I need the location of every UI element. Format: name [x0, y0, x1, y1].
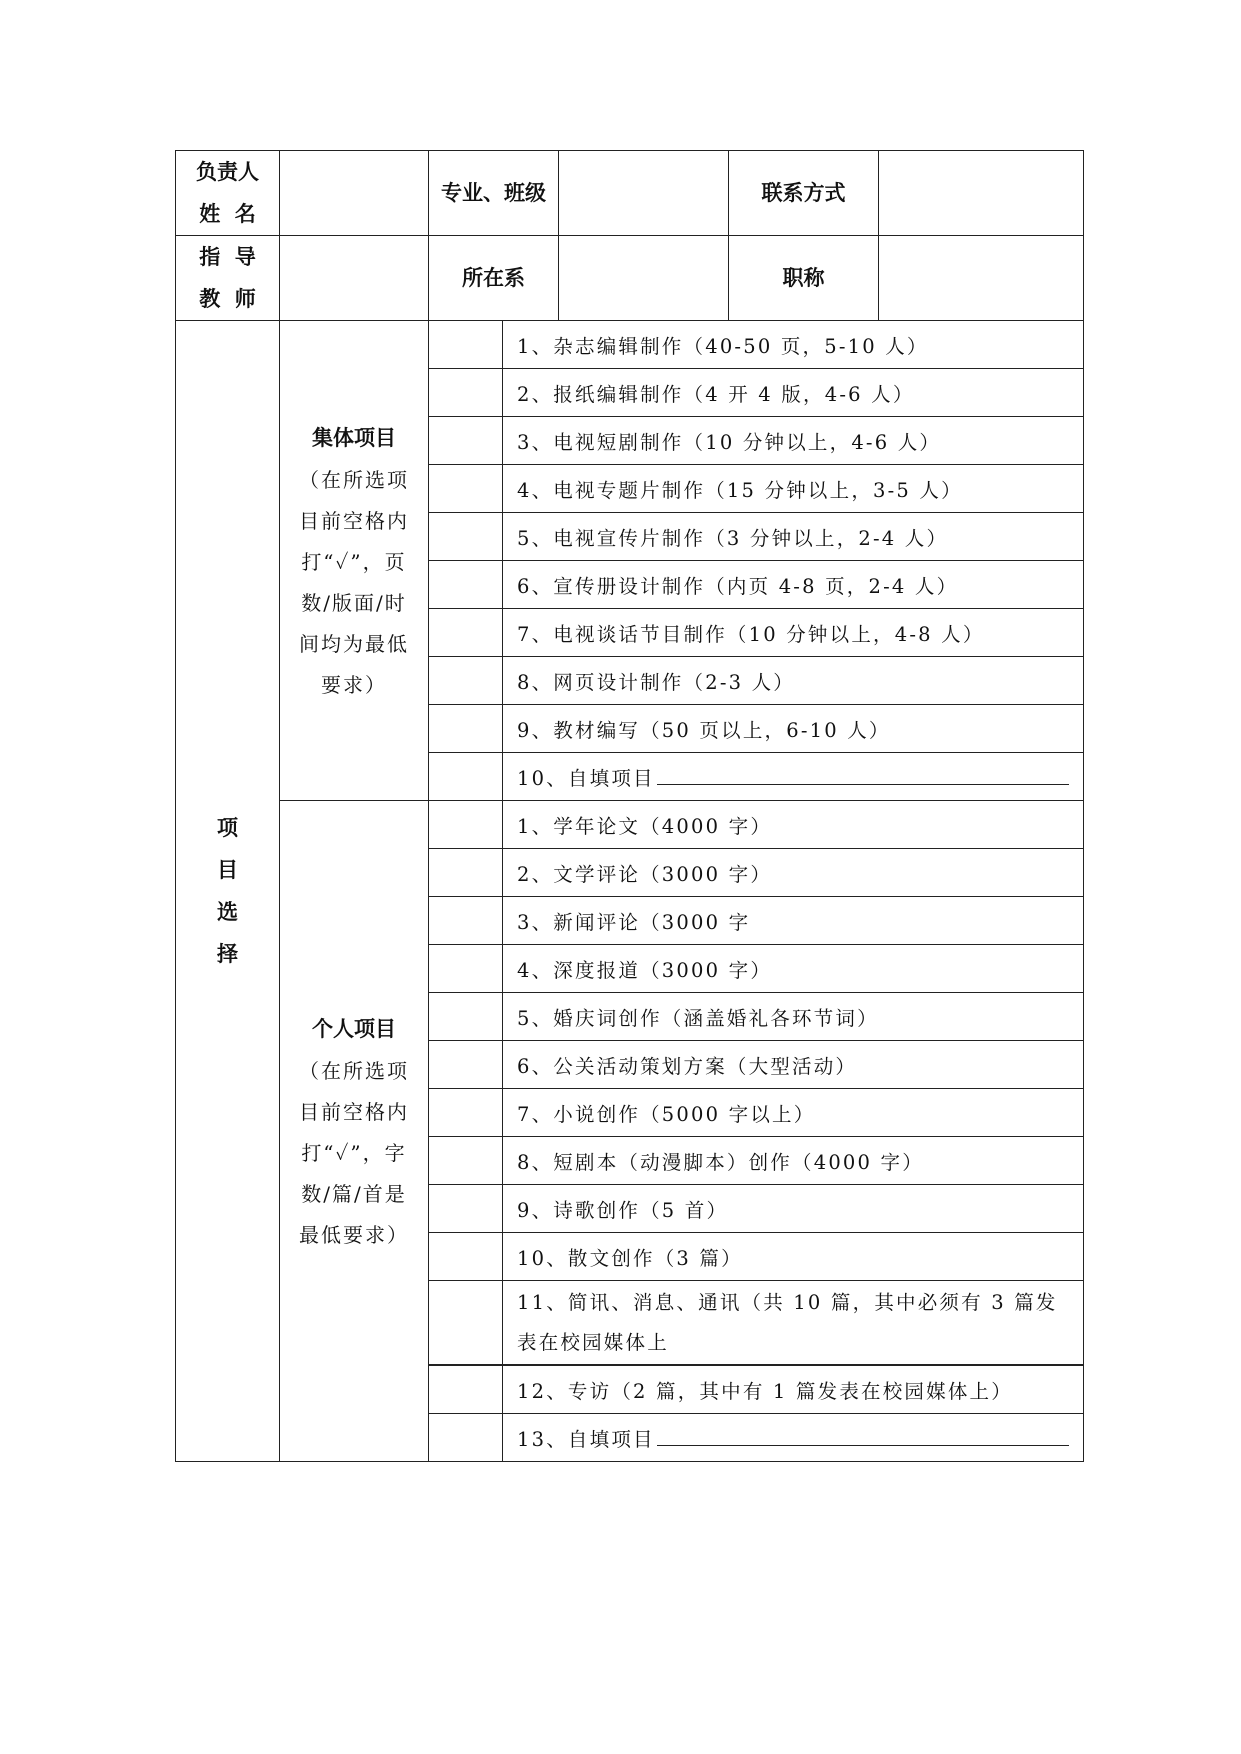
checkbox-cell[interactable]	[429, 321, 503, 369]
checkbox-cell[interactable]	[429, 609, 503, 657]
project-application-table	[175, 150, 1084, 1462]
item-text: 8、网页设计制作（2-3 人）	[503, 657, 1084, 705]
major-class-label: 专业、班级	[429, 151, 559, 236]
item-text: 6、宣传册设计制作（内页 4-8 页，2-4 人）	[503, 561, 1084, 609]
checkbox-cell[interactable]	[429, 1137, 503, 1185]
checkbox-cell[interactable]	[429, 1414, 503, 1462]
item-text: 9、诗歌创作（5 首）	[503, 1185, 1084, 1233]
checkbox-cell[interactable]	[429, 465, 503, 513]
individual-group-label: 个人项目 （在所选项 目前空格内 打“✓”，字 数/篇/首是 最低要求）	[280, 801, 429, 1462]
custom-item-cell	[503, 753, 1084, 801]
advisor-label: 指 导 教 师	[176, 236, 280, 321]
checkbox-cell[interactable]	[429, 897, 503, 945]
checkbox-cell[interactable]	[429, 417, 503, 465]
item-text: 13、自填项目	[517, 1427, 655, 1451]
item-text: 4、电视专题片制作（15 分钟以上，3-5 人）	[503, 465, 1084, 513]
item-text: 7、小说创作（5000 字以上）	[503, 1089, 1084, 1137]
project-selection-label: 项 目 选 择	[176, 321, 280, 1462]
advisor-field[interactable]	[280, 236, 429, 321]
contact-field[interactable]	[879, 151, 1084, 236]
checkbox-cell[interactable]	[429, 849, 503, 897]
checkbox-cell[interactable]	[429, 561, 503, 609]
checkbox-cell[interactable]	[429, 705, 503, 753]
advisor-row	[176, 236, 1084, 321]
checkbox-cell[interactable]	[429, 1185, 503, 1233]
checkbox-cell[interactable]	[429, 753, 503, 801]
item-text: 11、简讯、消息、通讯（共 10 篇，其中必须有 3 篇发表在校园媒体上	[503, 1281, 1084, 1366]
item-text: 1、杂志编辑制作（40-50 页，5-10 人）	[503, 321, 1084, 369]
checkbox-cell[interactable]	[429, 1089, 503, 1137]
item-text: 4、深度报道（3000 字）	[503, 945, 1084, 993]
item-text: 12、专访（2 篇，其中有 1 篇发表在校园媒体上）	[503, 1365, 1084, 1414]
title-field[interactable]	[879, 236, 1084, 321]
leader-name-label: 负责人 姓 名	[176, 151, 280, 236]
checkbox-cell[interactable]	[429, 657, 503, 705]
item-text: 2、文学评论（3000 字）	[503, 849, 1084, 897]
checkbox-cell[interactable]	[429, 801, 503, 849]
checkbox-cell[interactable]	[429, 1041, 503, 1089]
checkbox-cell[interactable]	[429, 369, 503, 417]
custom-item-underline[interactable]	[657, 1427, 1069, 1446]
leader-name-field[interactable]	[280, 151, 429, 236]
custom-item-underline[interactable]	[657, 766, 1069, 785]
item-text: 9、教材编写（50 页以上，6-10 人）	[503, 705, 1084, 753]
checkbox-cell[interactable]	[429, 1365, 503, 1414]
checkbox-cell[interactable]	[429, 993, 503, 1041]
department-field[interactable]	[559, 236, 729, 321]
item-text: 10、自填项目	[517, 766, 655, 790]
item-text: 6、公关活动策划方案（大型活动）	[503, 1041, 1084, 1089]
major-class-field[interactable]	[559, 151, 729, 236]
item-text: 3、电视短剧制作（10 分钟以上，4-6 人）	[503, 417, 1084, 465]
checkbox-cell[interactable]	[429, 1233, 503, 1281]
item-text: 1、学年论文（4000 字）	[503, 801, 1084, 849]
checkbox-cell[interactable]	[429, 945, 503, 993]
custom-item-cell	[503, 1414, 1084, 1462]
list-item	[176, 321, 1084, 369]
item-text: 8、短剧本（动漫脚本）创作（4000 字）	[503, 1137, 1084, 1185]
collective-group-label: 集体项目 （在所选项 目前空格内 打“✓”，页 数/版面/时 间均为最低 要求）	[280, 321, 429, 801]
title-label: 职称	[729, 236, 879, 321]
contact-label: 联系方式	[729, 151, 879, 236]
checkbox-cell[interactable]	[429, 513, 503, 561]
list-item	[176, 801, 1084, 849]
item-text: 5、婚庆词创作（涵盖婚礼各环节词）	[503, 993, 1084, 1041]
checkbox-cell[interactable]	[429, 1281, 503, 1366]
item-text: 2、报纸编辑制作（4 开 4 版，4-6 人）	[503, 369, 1084, 417]
item-text: 10、散文创作（3 篇）	[503, 1233, 1084, 1281]
leader-row	[176, 151, 1084, 236]
department-label: 所在系	[429, 236, 559, 321]
item-text: 7、电视谈话节目制作（10 分钟以上，4-8 人）	[503, 609, 1084, 657]
item-text: 5、电视宣传片制作（3 分钟以上，2-4 人）	[503, 513, 1084, 561]
item-text: 3、新闻评论（3000 字	[503, 897, 1084, 945]
